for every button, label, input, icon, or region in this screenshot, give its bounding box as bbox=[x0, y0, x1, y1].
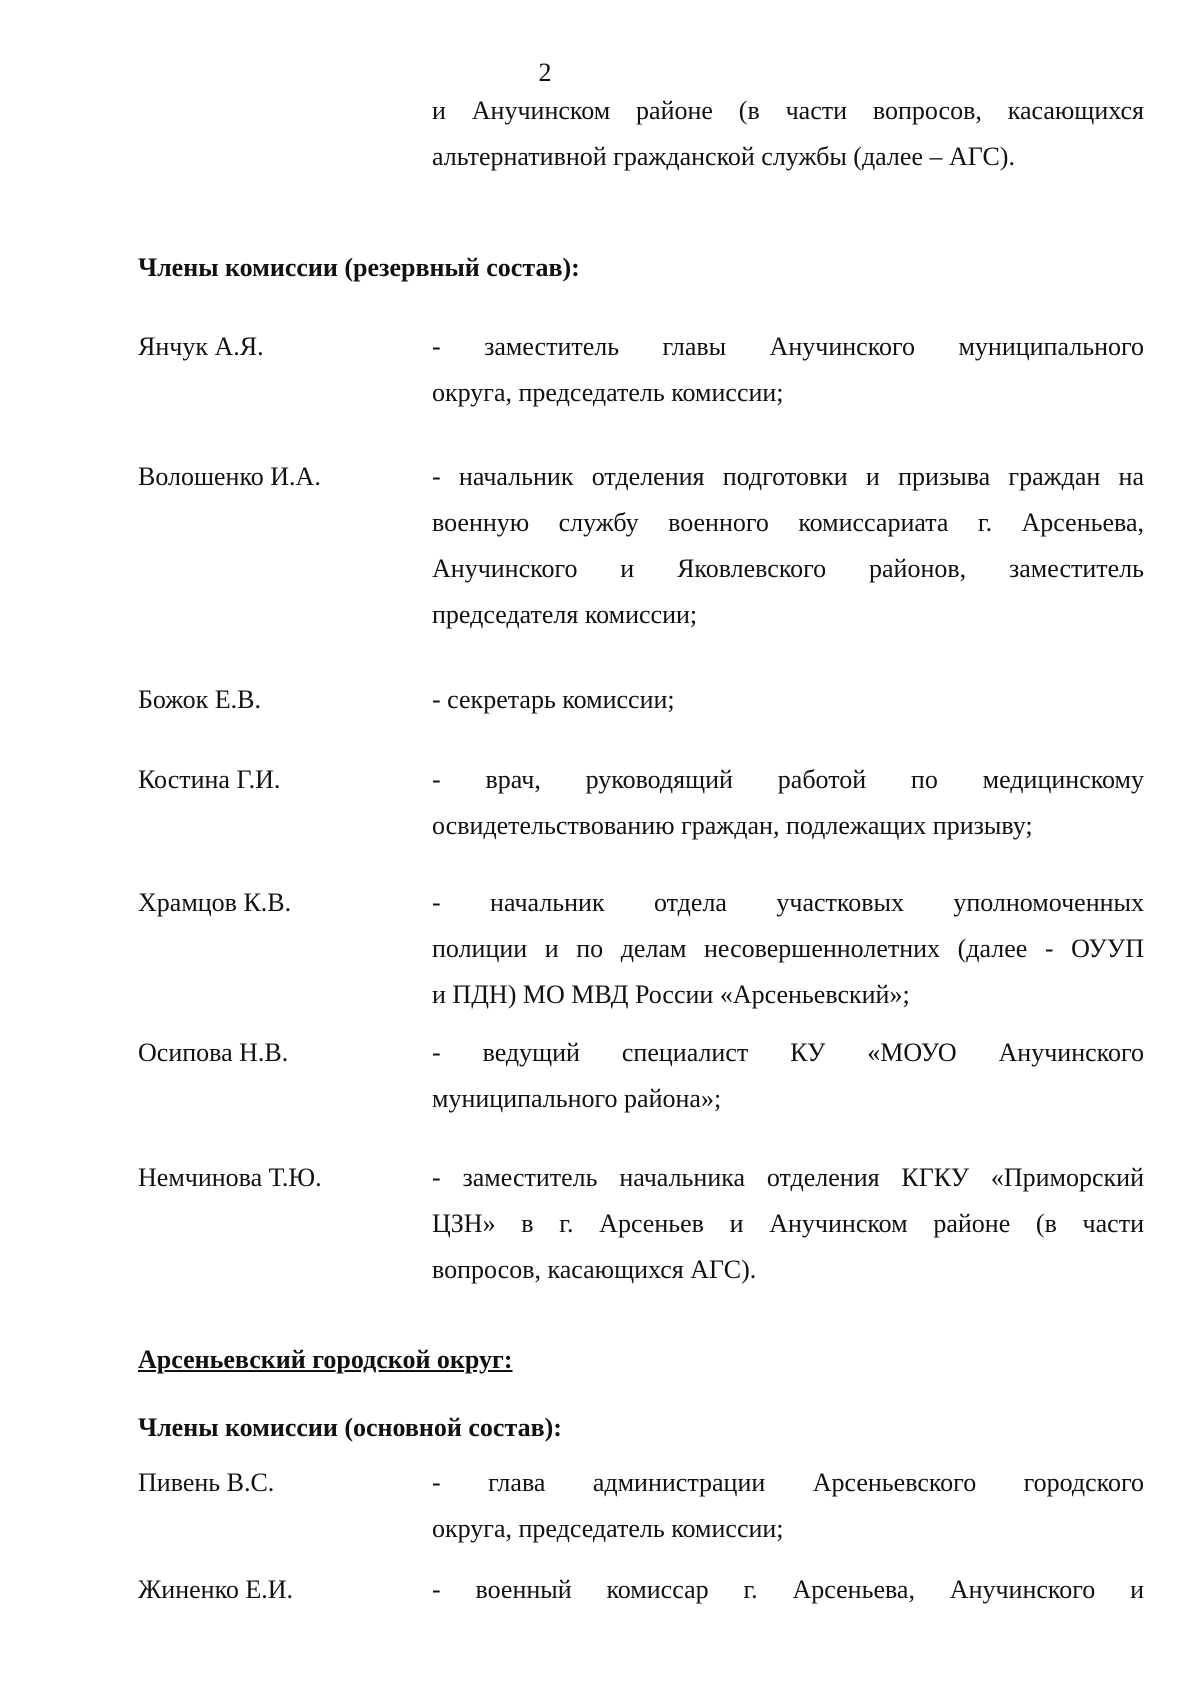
page-number: 2 bbox=[538, 58, 552, 87]
role-line: ЦЗН» в г. Арсеньев и Анучинском районе (в части bbox=[432, 1209, 1144, 1238]
role-line: - заместитель главы Анучинского муниципального bbox=[432, 332, 1144, 361]
member-name: Немчинова Т.Ю. bbox=[138, 1163, 322, 1192]
role-line: военную службу военного комиссариата г. Арсеньева, bbox=[432, 508, 1144, 537]
member-name: Храмцов К.В. bbox=[138, 888, 292, 917]
section-heading-main: Члены комиссии (основной состав): bbox=[138, 1413, 562, 1442]
member-name: Пивень В.С. bbox=[138, 1468, 275, 1497]
district-heading: Арсеньевский городской округ: bbox=[138, 1345, 513, 1374]
role-line: - начальник отделения подготовки и призыва граждан на bbox=[432, 462, 1144, 491]
role-line: - ведущий специалист КУ «МОУО Анучинского bbox=[432, 1038, 1144, 1067]
role-line: округа, председатель комиссии; bbox=[432, 1514, 784, 1543]
member-name: Жиненко Е.И. bbox=[138, 1575, 294, 1604]
role-line: Анучинского и Яковлевского районов, заместитель bbox=[432, 554, 1144, 583]
role-line: полиции и по делам несовершеннолетних (далее - ОУУП bbox=[432, 934, 1144, 963]
role-line: - заместитель начальника отделения КГКУ «Приморский bbox=[432, 1163, 1144, 1192]
role-line: председателя комиссии; bbox=[432, 600, 698, 629]
member-name: Божок Е.В. bbox=[138, 685, 261, 714]
role-line: и ПДН) МО МВД России «Арсеньевский»; bbox=[432, 980, 910, 1009]
member-name: Костина Г.И. bbox=[138, 765, 281, 794]
role-line: муниципального района»; bbox=[432, 1084, 722, 1113]
member-name: Волошенко И.А. bbox=[138, 462, 321, 491]
role-line: - секретарь комиссии; bbox=[432, 685, 675, 714]
intro-line: и Анучинском районе (в части вопросов, касающихся bbox=[432, 96, 1144, 125]
role-line: - глава администрации Арсеньевского городского bbox=[432, 1468, 1144, 1497]
role-line: - начальник отдела участковых уполномоченных bbox=[432, 888, 1144, 917]
intro-line: альтернативной гражданской службы (далее – АГС). bbox=[432, 142, 1015, 171]
section-heading-reserve: Члены комиссии (резервный состав): bbox=[138, 253, 580, 282]
role-line: - военный комиссар г. Арсеньева, Анучинского и bbox=[432, 1575, 1144, 1604]
role-line: округа, председатель комиссии; bbox=[432, 378, 784, 407]
member-name: Янчук А.Я. bbox=[138, 332, 264, 361]
member-name: Осипова Н.В. bbox=[138, 1038, 289, 1067]
role-line: - врач, руководящий работой по медицинскому bbox=[432, 765, 1144, 794]
role-line: вопросов, касающихся АГС). bbox=[432, 1255, 757, 1284]
role-line: освидетельствованию граждан, подлежащих призыву; bbox=[432, 811, 1033, 840]
